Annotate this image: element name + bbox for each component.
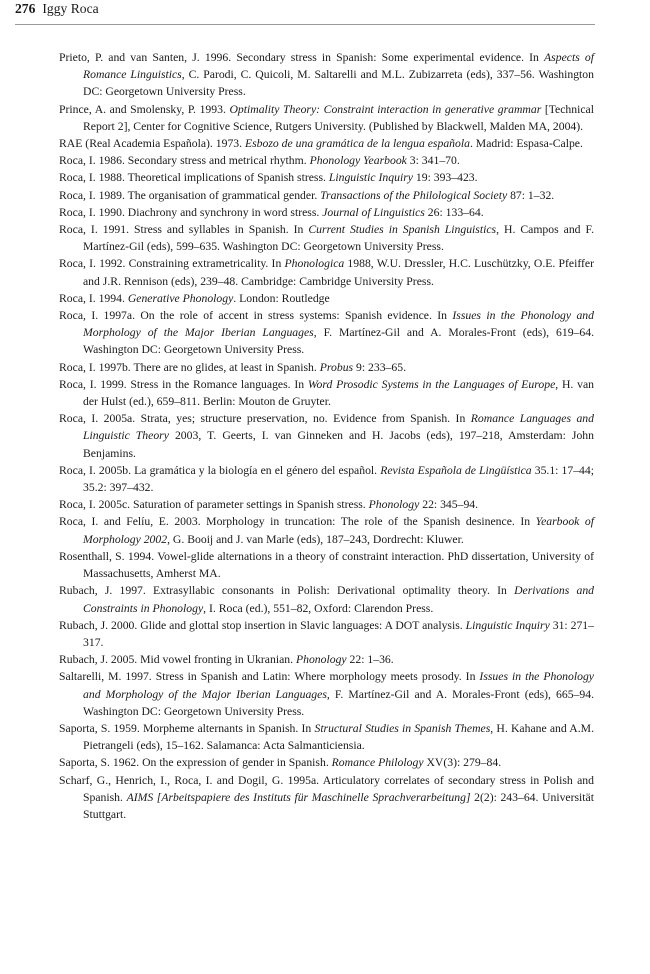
reference-text: Roca, I. 1997a. On the role of accent in stress systems: Spanish evidence. In — [59, 309, 453, 323]
reference-title: Transactions of the Philological Society — [320, 188, 508, 202]
reference-title: AIMS [Arbeitspapiere des Instituts für Maschinelle Sprachverarbeitung] — [126, 790, 471, 804]
reference-title: Journal of Linguistics — [322, 205, 425, 219]
reference-text: XV(3): 279–84. — [423, 756, 502, 770]
reference-text: RAE (Real Academia Española). 1973. — [59, 137, 245, 151]
reference-title: Yearbook of Morphology 2002 — [83, 515, 594, 546]
reference-entry — [59, 410, 594, 462]
reference-entry — [59, 204, 594, 221]
reference-text: Rubach, J. 2000. Glide and glottal stop insertion in Slavic languages: A DOT analysis. — [59, 618, 466, 632]
reference-entry — [59, 462, 594, 496]
reference-entry — [59, 307, 594, 359]
reference-text: , H. Campos and F. Martínez-Gil (eds), 599–635. Washington DC: Georgetown University Press. — [83, 223, 594, 254]
reference-text: Prieto, P. and van Santen, J. 1996. Secondary stress in Spanish: Some experimental evidence. In — [59, 51, 545, 64]
reference-entry — [59, 49, 594, 101]
reference-entry — [59, 754, 594, 771]
reference-text: Rubach, J. 2005. Mid vowel fronting in Ukranian. — [59, 653, 296, 667]
reference-entry — [59, 101, 594, 135]
reference-text: , H. van der Hulst (ed.), 659–811. Berlin: Mouton de Gruyter. — [83, 377, 594, 409]
reference-entry — [59, 548, 594, 582]
reference-text: 2(2): 243–64. Universität Stuttgart. — [83, 790, 594, 821]
reference-title: Aspects of Romance Linguistics — [83, 51, 594, 82]
reference-entry — [59, 221, 594, 255]
reference-text: 22: 345–94. — [419, 498, 479, 512]
reference-title: Phonologica — [284, 257, 345, 271]
reference-text: Saporta, S. 1962. On the expression of gender in Spanish. — [59, 756, 332, 770]
reference-text: Roca, I. 1997b. There are no glides, at least in Spanish. — [59, 360, 320, 374]
reference-entry — [59, 772, 594, 824]
reference-text: 87: 1–32. — [507, 188, 555, 202]
reference-text: 31: 271–317. — [83, 618, 594, 649]
reference-title: Romance Philology — [331, 756, 424, 770]
reference-title: Phonology Yearbook — [309, 154, 407, 168]
reference-entry — [59, 651, 594, 668]
reference-text: 3: 341–70. — [406, 154, 460, 168]
reference-text: Prince, A. and Smolensky, P. 1993. — [59, 102, 230, 116]
reference-entry — [59, 617, 594, 651]
reference-text: Roca, I. 2005c. Saturation of parameter settings in Spanish stress. — [59, 498, 369, 512]
reference-text: 2003, T. Geerts, I. van Ginneken and H. Jacobs (eds), 197–218, Amsterdam: John Benjamins. — [83, 429, 594, 460]
reference-text: . London: Routledge — [233, 291, 330, 305]
reference-text: Roca, I. and Felíu, E. 2003. Morphology in truncation: The role of the Spanish desinence. In — [59, 515, 536, 529]
reference-entry — [59, 720, 594, 754]
reference-text: Roca, I. 1986. Secondary stress and metrical rhythm. — [59, 154, 310, 168]
reference-entry — [59, 152, 594, 169]
reference-text: Roca, I. 1991. Stress and syllables in Spanish. In — [59, 223, 309, 237]
reference-entry — [59, 169, 594, 186]
reference-title: Probus — [319, 360, 354, 374]
reference-text: Roca, I. 1992. Constraining extrametricality. In — [59, 257, 285, 271]
reference-title: Linguistic Inquiry — [328, 171, 413, 185]
reference-title: Optimality Theory: Constraint interaction in generative grammar — [229, 102, 542, 116]
reference-text: Roca, I. 2005a. Strata, yes; structure preservation, no. Evidence from Spanish. In — [59, 412, 471, 426]
reference-title: Phonology — [368, 498, 420, 512]
reference-title: Derivations and Constraints in Phonology — [83, 584, 595, 615]
reference-text: , F. Martínez-Gil and A. Morales-Front (eds), 665–94. Washington DC: Georgetown University Press. — [83, 687, 595, 718]
reference-text: , G. Booij and J. van Marle (eds), 187–243, Dordrecht: Kluwer. — [167, 532, 464, 546]
reference-text: Roca, I. 1990. Diachrony and synchrony in word stress. — [59, 205, 323, 219]
reference-entry — [59, 290, 594, 307]
reference-entry — [59, 582, 594, 616]
reference-text: 35.1: 17–44; 35.2: 397–432. — [83, 463, 594, 495]
reference-text: 19: 393–423. — [412, 171, 478, 185]
reference-title: Issues in the Phonology and Morphology of the Major Iberian Languages — [83, 670, 594, 701]
reference-title: Romance Languages and Linguistic Theory — [83, 412, 594, 443]
reference-text: Roca, I. 1989. The organisation of grammatical gender. — [59, 188, 321, 202]
reference-entry — [59, 496, 594, 513]
reference-text: Roca, I. 2005b. La gramática y la biología en el género del español. — [59, 463, 381, 477]
running-title: Iggy Roca — [42, 1, 99, 16]
reference-title: Generative Phonology — [127, 291, 234, 305]
reference-entry — [59, 668, 594, 720]
reference-text: Roca, I. 1994. — [59, 291, 128, 305]
reference-text: , H. Kahane and A.M. Pietrangeli (eds), 15–162. Salamanca: Acta Salmanticiensia. — [83, 721, 594, 753]
reference-title: Word Prosodic Systems in the Languages of Europe — [307, 377, 556, 391]
reference-title: Issues in the Phonology and Morphology of the Major Iberian Languages — [83, 309, 594, 340]
reference-title: Current Studies in Spanish Linguistics — [308, 223, 497, 237]
reference-text: 9: 233–65. — [353, 360, 407, 374]
reference-text: 26: 133–64. — [424, 205, 484, 219]
reference-title: Esbozo de una gramática de la lengua española — [244, 137, 470, 151]
reference-entry — [59, 376, 594, 410]
reference-text: Rosenthall, S. 1994. Vowel-glide alternations in a theory of constraint interaction. PhD dissertation, University of Massachusetts, Amherst MA. — [59, 549, 594, 581]
reference-text: , F. Martínez-Gil and A. Morales-Front (eds), 619–64. Washington DC: Georgetown University Press. — [83, 326, 595, 357]
running-head — [15, 0, 595, 25]
reference-title: Revista Española de Lingüística — [380, 463, 532, 477]
reference-text: Saporta, S. 1959. Morpheme alternants in Spanish. In — [59, 721, 315, 735]
reference-entry — [59, 187, 594, 204]
reference-title: Structural Studies in Spanish Themes — [314, 721, 491, 735]
reference-text: 22: 1–36. — [346, 653, 394, 667]
reference-text: , C. Parodi, C. Quicoli, M. Saltarelli and M.L. Zubizarreta (eds), 337–56. Washington DC: Georgetown University Press. — [83, 68, 594, 99]
reference-text: . Madrid: Espasa-Calpe. — [469, 137, 583, 151]
reference-text: Rubach, J. 1997. Extrasyllabic consonants in Polish: Derivational optimality theory. In — [59, 584, 515, 598]
reference-title: Phonology — [295, 653, 347, 667]
reference-text: Roca, I. 1999. Stress in the Romance languages. In — [59, 377, 308, 391]
reference-text: Saltarelli, M. 1997. Stress in Spanish and Latin: Where morphology meets prosody. In — [59, 670, 480, 684]
reference-entry — [59, 513, 594, 547]
reference-entry — [59, 359, 594, 376]
reference-entry — [59, 255, 594, 289]
reference-text: Roca, I. 1988. Theoretical implications of Spanish stress. — [59, 171, 329, 185]
reference-title: Linguistic Inquiry — [465, 618, 550, 632]
page-number: 276 — [15, 1, 36, 16]
reference-text: [Technical Report 2], Center for Cognitive Science, Rutgers University. (Published by Blackwell, Malden MA, 2004). — [83, 102, 594, 133]
reference-list — [59, 49, 594, 823]
reference-text: , I. Roca (ed.), 551–82, Oxford: Clarendon Press. — [203, 601, 434, 615]
reference-text: Scharf, G., Henrich, I., Roca, I. and Dogil, G. 1995a. Articulatory correlates of secondary stress in Polish and Spanish. — [59, 773, 594, 804]
reference-entry — [59, 135, 594, 152]
reference-text: 1988, W.U. Dressler, H.C. Luschützky, O.E. Pfeiffer and J.R. Rennison (eds), 239–48. Cambridge: Cambridge University Press. — [83, 257, 595, 288]
